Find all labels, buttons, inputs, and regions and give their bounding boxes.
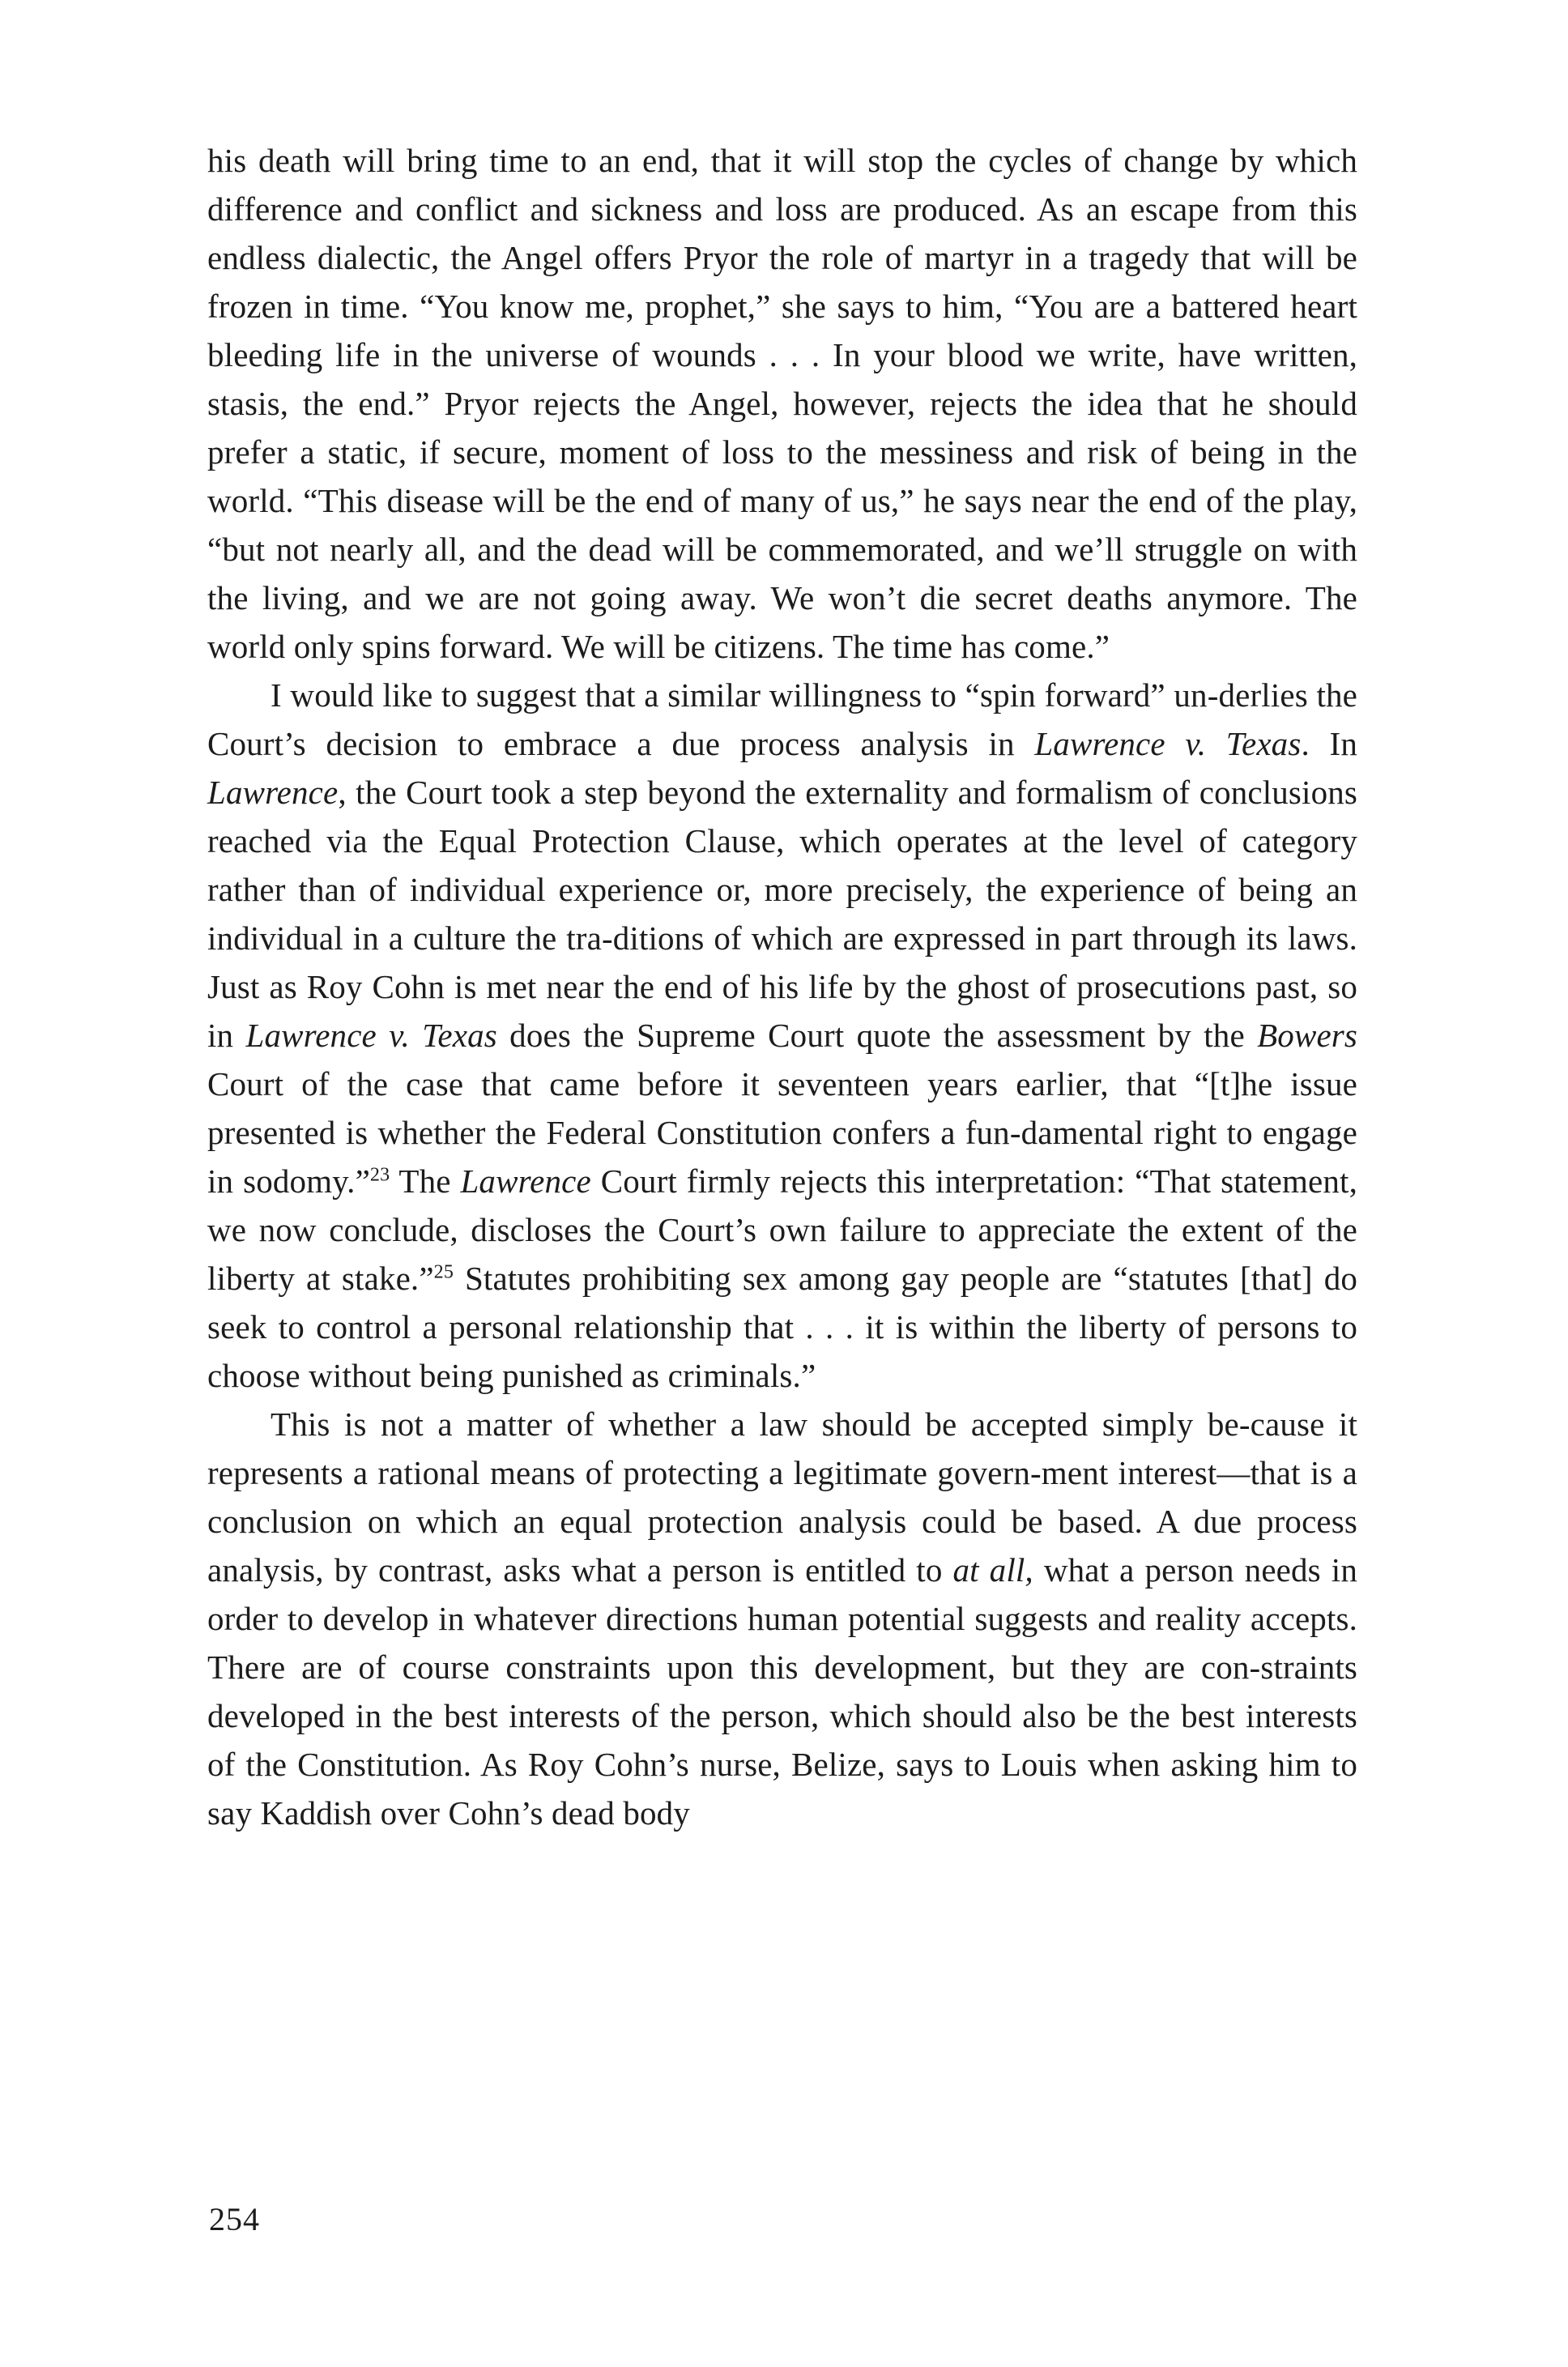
- text-segment: Court firmly rejects this interpretation: “That statement, we now conclude, discloses the Court’s own failure to appreciate the extent of the liberty at stake.”: [207, 1162, 1357, 1297]
- page-number: 254: [209, 2201, 260, 2237]
- text-segment: does the Supreme Court quote the assessment by the: [496, 1017, 1258, 1054]
- text-block: [207, 136, 1357, 1837]
- paragraph: [207, 136, 1357, 671]
- italic-text: Bowers: [1257, 1017, 1358, 1054]
- text-segment: I would like to suggest that a similar willingness to “spin forward” un-derlies the Court’s decision to embrace a due process analysis in: [207, 676, 1357, 762]
- text-segment: what a person needs in order to develop in whatever directions human potential suggests and reality accepts. There are of course constraints upon this development, but they are con-straints developed in the best interests of the person, which should also be the best interests of the Constitution. As Roy Cohn’s nurse, Belize, says to Louis when asking him to say Kaddish over Cohn’s dead body: [207, 1551, 1357, 1832]
- paragraph: [207, 1400, 1357, 1837]
- text-segment: This is not a matter of whether a law should be accepted simply be-cause it represents a rational means of protecting a legitimate govern-ment interest—that is a conclusion on which an equal protection analysis could be based. A due process analysis, by contrast, asks what a person is entitled to: [207, 1405, 1357, 1589]
- text-segment: , the Court took a step beyond the externality and formalism of conclusions reached via the Equal Protection Clause, which operates at the level of category rather than of individual experience or, more precisely, the experience of being an individual in a culture the tra-ditions of which are expressed in part through its laws. Just as Roy Cohn is met near the end of his life by the ghost of prosecutions past, so in: [207, 774, 1357, 1054]
- italic-text: Lawrence: [207, 774, 339, 811]
- text-segment: his death will bring time to an end, that it will stop the cycles of change by which difference and conflict and sickness and loss are produced. As an escape from this endless dialectic, the Angel offers Pryor the role of martyr in a tragedy that will be frozen in time. “You know me, prophet,” she says to him, “You are a battered heart bleeding life in the universe of wounds . . . In your blood we write, have written, stasis, the end.” Pryor rejects the Angel, however, rejects the idea that he should prefer a static, if secure, moment of loss to the messiness and risk of being in the world. “This disease will be the end of many of us,” he says near the end of the play, “but not nearly all, and the dead will be commemorated, and we’ll struggle on with the living, and we are not going away. We won’t die secret deaths anymore. The world only spins forward. We will be citizens. The time has come.”: [207, 142, 1357, 665]
- italic-text: Lawrence: [460, 1162, 591, 1200]
- footnote-ref: 23: [369, 1164, 390, 1186]
- footnote-ref: 25: [433, 1261, 454, 1283]
- text-segment: The: [390, 1162, 461, 1200]
- italic-text: Lawrence v. Texas: [245, 1017, 497, 1054]
- page-body: [207, 136, 1357, 1837]
- text-segment: Statutes prohibiting sex among gay people are “statutes [that] do seek to control a personal relationship that . . . it is within the liberty of persons to choose without being punished as criminals.”: [207, 1260, 1357, 1394]
- text-segment: . In: [1301, 725, 1357, 762]
- text-segment: Court of the case that came before it seventeen years earlier, that “[t]he issue presented is whether the Federal Constitution confers a fun-damental right to engage in sodomy.”: [207, 1065, 1357, 1200]
- italic-text: at all,: [952, 1551, 1033, 1589]
- paragraph: [207, 671, 1357, 1400]
- italic-text: Lawrence v. Texas: [1034, 725, 1302, 762]
